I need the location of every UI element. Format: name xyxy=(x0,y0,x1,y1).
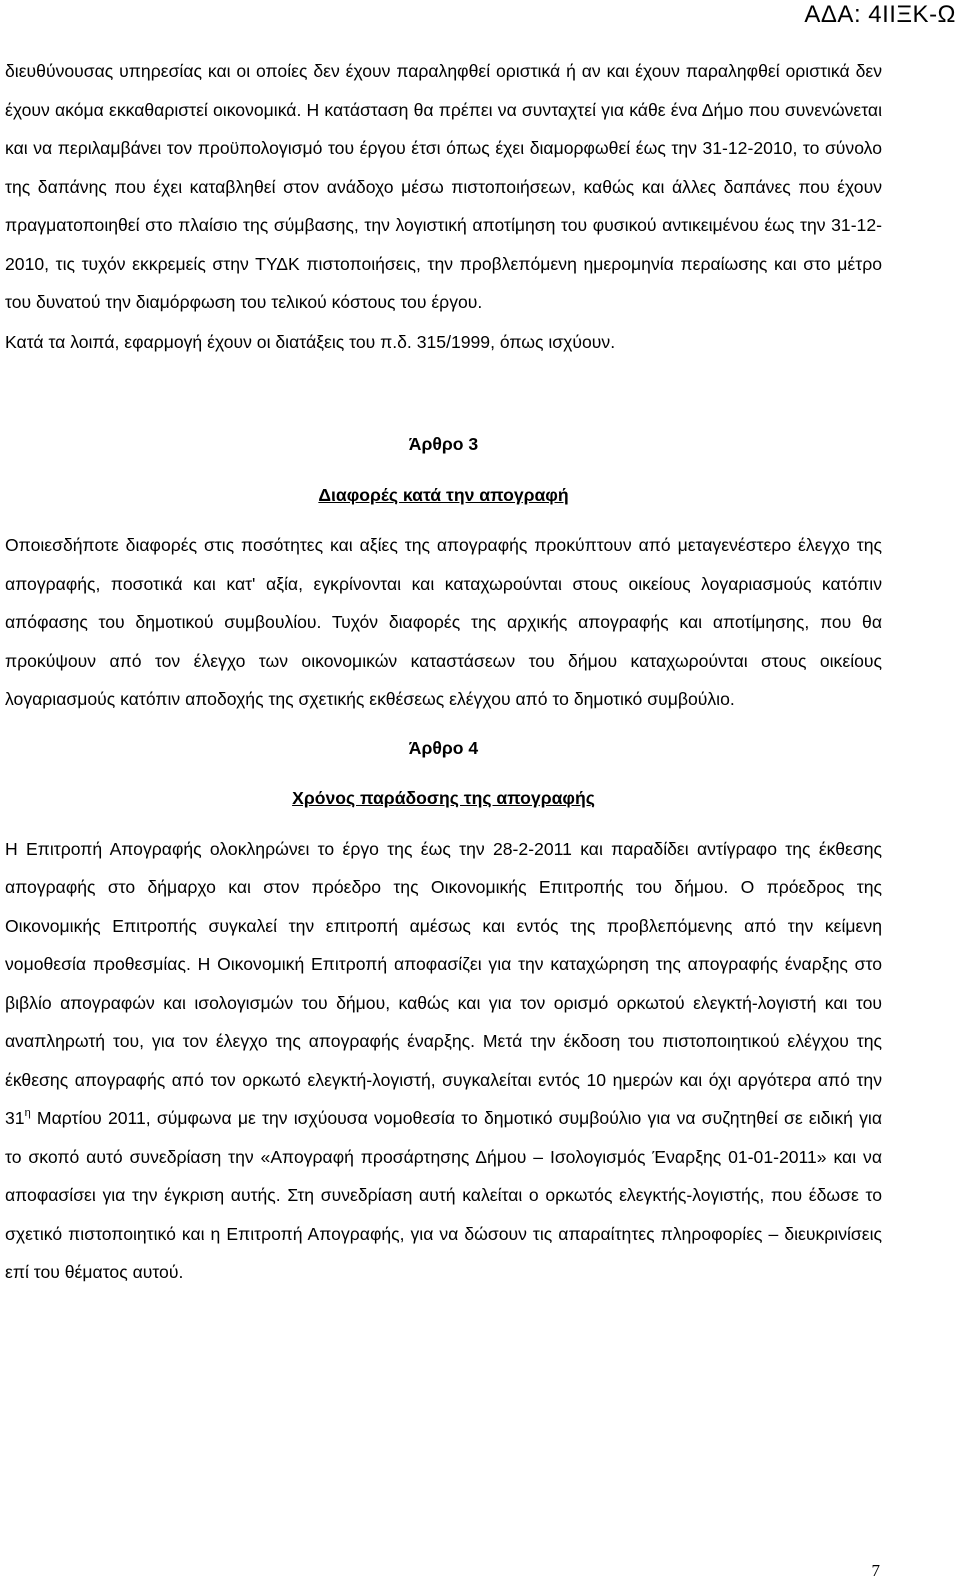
article-4-body-part-2: Μαρτίου 2011, σύμφωνα με την ισχύουσα νομοθεσία το δημοτικό συμβούλιο για να συζητηθεί σε ειδική για το σκοπό αυτό συνεδρίαση την «Απογραφή προσάρτησης Δήμου – Ισολογισμός Έναρξης 01-01-2011» και να αποφασίσει για την έγκριση αυτής. Στη συνεδρίαση αυτή καλείται ο ορκωτός ελεγκτής-λογιστής, που έδωσε το σχετικό πιστοποιητικό και η Επιτροπή Απογραφής, για να δώσουν τις απαραίτητες πληροφορίες – διευκρινίσεις επί του θέματος αυτού. xyxy=(5,1108,882,1282)
ada-code: ΑΔΑ: 4ΙΙΞΚ-Ω xyxy=(804,1,956,28)
article-4-title: Χρόνος παράδοσης της απογραφής xyxy=(292,788,595,808)
article-4-number: Άρθρο 4 xyxy=(408,737,479,758)
page-number: 7 xyxy=(871,1561,880,1580)
article-3-number: Άρθρο 3 xyxy=(408,434,479,454)
article-3-body: Οποιεσδήποτε διαφορές στις ποσότητες και αξίες της απογραφής προκύπτουν από μεταγενέστερο έλεγχο της απογραφής, ποσοτικά και κατ' αξία, εγκρίνονται και καταχωρούνται στους οικείους λογαριασμούς κατόπιν απόφασης του δημοτικού συμβουλίου. Τυχόν διαφορές της αρχικής απογραφής και αποτίμησης, που θα προκύψουν από τον έλεγχο των οικονομικών καταστάσεων του δήμου καταχωρούνται στους οικείους λογαριασμούς κατόπιν αποδοχής της σχετικής εκθέσεως ελέγχου από το δημοτικό συμβούλιο. xyxy=(5,535,882,709)
ordinal-superscript: η xyxy=(24,1107,31,1119)
document-body xyxy=(5,52,882,1292)
intro-closing-paragraph: Κατά τα λοιπά, εφαρμογή έχουν οι διατάξεις του π.δ. 315/1999, όπως ισχύουν. xyxy=(5,331,616,352)
article-3-title: Διαφορές κατά την απογραφή xyxy=(318,484,569,505)
intro-paragraph: διευθύνουσας υπηρεσίας και οι οποίες δεν έχουν παραληφθεί οριστικά ή αν και έχουν παραληφθεί οριστικά δεν έχουν ακόμα εκκαθαριστεί οικονομικά. Η κατάσταση θα πρέπει να συνταχτεί για κάθε ένα Δήμο που συνενώνεται και να περιλαμβάνει τον προϋπολογισμό του έργου έτσι όπως έχει διαμορφωθεί έως την 31-12-2010, το σύνολο της δαπάνης που έχει καταβληθεί στον ανάδοχο μέσω πιστοποιήσεων, καθώς και άλλες δαπάνες που έχουν πραγματοποιηθεί στο πλαίσιο της σύμβασης, την λογιστική αποτίμηση του φυσικού αντικειμένου έως την 31-12-2010, τις τυχόν εκκρεμείς στην ΤΥΔΚ πιστοποιήσεις, την προβλεπόμενη ημερομηνία περαίωσης και στο μέτρο του δυνατού την διαμόρφωση του τελικού κόστους του έργου. xyxy=(5,61,882,312)
article-4-body xyxy=(5,830,882,1292)
article-4-body-part-1: Η Επιτροπή Απογραφής ολοκληρώνει το έργο της έως την 28-2-2011 και παραδίδει αντίγραφο της έκθεσης απογραφής στο δήμαρχο και στον πρόεδρο της Οικονομικής Επιτροπής του δήμου. Ο πρόεδρος της Οικονομικής Επιτροπής συγκαλεί την επιτροπή αμέσως και εντός της προβλεπόμενης από την κείμενη νομοθεσία προθεσμίας. Η Οικονομική Επιτροπή αποφασίζει για την καταχώρηση της απογραφής έναρξης στο βιβλίο απογραφών και ισολογισμών του δήμου, καθώς και για τον ορισμό ορκωτού ελεγκτή-λογιστή και του αναπληρωτή του, για τον έλεγχο της απογραφής έναρξης. Μετά την έκδοση του πιστοποιητικού ελέγχου της έκθεσης απογραφής από τον ορκωτό ελεγκτή-λογιστή, συγκαλείται εντός 10 ημερών και όχι αργότερα από την 31 xyxy=(5,838,882,1128)
